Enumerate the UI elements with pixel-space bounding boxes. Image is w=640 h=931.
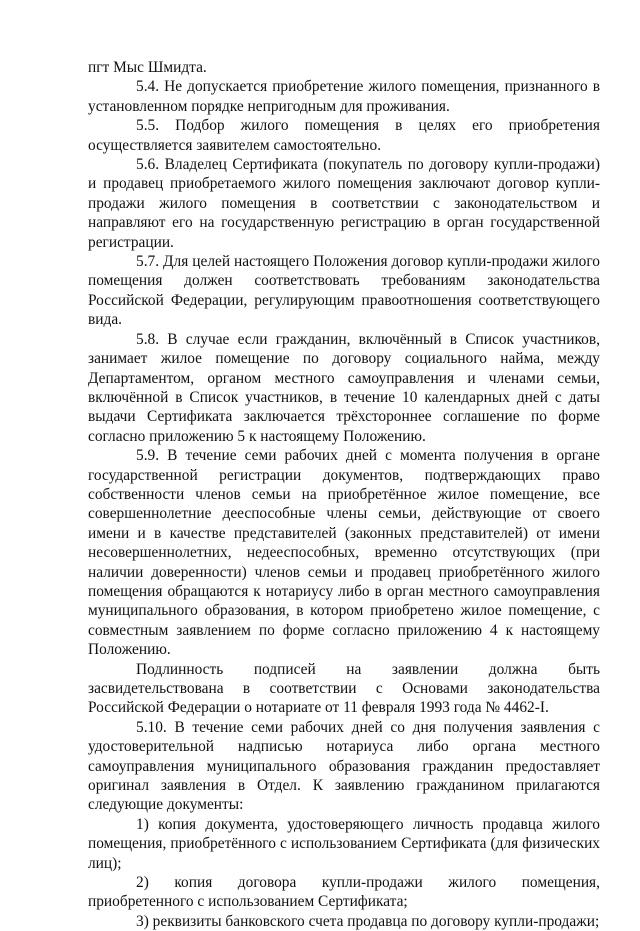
paragraph-5-6: 5.6. Владелец Сертификата (покупатель по договору купли-продажи) и продавец приобретаемого жилого помещения заключают договор купли-продажи жилого помещения в соответствии с законодательством и направляют его на государственную регистрацию в орган государственной регистрации. bbox=[88, 156, 600, 251]
paragraph-5-4: 5.4. Не допускается приобретение жилого помещения, признанного в установленном порядке непригодным для проживания. bbox=[88, 78, 600, 115]
paragraph-signatures: Подлинность подписей на заявлении должна быть засвидетельствована в соответствии с Основами законодательства Российской Федерации о нотариате от 11 февраля 1993 года № 4462-I. bbox=[88, 660, 600, 717]
document-body bbox=[88, 58, 600, 931]
list-item-2: 2) копия договора купли-продажи жилого помещения, приобретенного с использованием Сертификата; bbox=[88, 874, 600, 911]
paragraph-5-9: 5.9. В течение семи рабочих дней с момента получения в органе государственной регистрации документов, подтверждающих право собственности членов семьи на приобретённое жилое помещение, все совершеннолетние дееспособные члены семьи, действующие от своего имени и в качестве представителей (законных представителей) от имени несовершеннолетних, недееспособных, временно отсутствующих (при наличии доверенности) членов семьи и продавец приобретённого жилого помещения обращаются к нотариусу либо в орган местного самоуправления муниципального образования, в котором приобретено жилое помещение, с совместным заявлением по форме согласно приложению 4 к настоящему Положению. bbox=[88, 447, 600, 659]
paragraph-5-10: 5.10. В течение семи рабочих дней со дня получения заявления с удостоверительной надписью нотариуса либо органа местного самоуправления муниципального образования гражданин предоставляет оригинал заявления в Отдел. К заявлению гражданином прилагаются следующие документы: bbox=[88, 718, 600, 814]
list-item-3: 3) реквизиты банковского счета продавца по договору купли-продажи; bbox=[136, 912, 600, 930]
list-item-1: 1) копия документа, удостоверяющего личность продавца жилого помещения, приобретённого с использованием Сертификата (для физических лиц); bbox=[88, 815, 600, 872]
paragraph-0: пгт Мыс Шмидта. bbox=[88, 59, 207, 76]
paragraph-5-5: 5.5. Подбор жилого помещения в целях его приобретения осуществляется заявителем самостоятельно. bbox=[88, 117, 600, 154]
paragraph-5-8: 5.8. В случае если гражданин, включённый в Список участников, занимает жилое помещение по договору социального найма, между Департаментом, органом местного самоуправления и членами семьи, включённой в Список участников, в течение 10 календарных дней с даты выдачи Сертификата заключается трёхстороннее соглашение по форме согласно приложению 5 к настоящему Положению. bbox=[88, 330, 600, 445]
paragraph-5-7: 5.7. Для целей настоящего Положения договор купли-продажи жилого помещения должен соответствовать требованиям законодательства Российской Федерации, регулирующим правоотношения соответствующего вида. bbox=[88, 253, 600, 329]
